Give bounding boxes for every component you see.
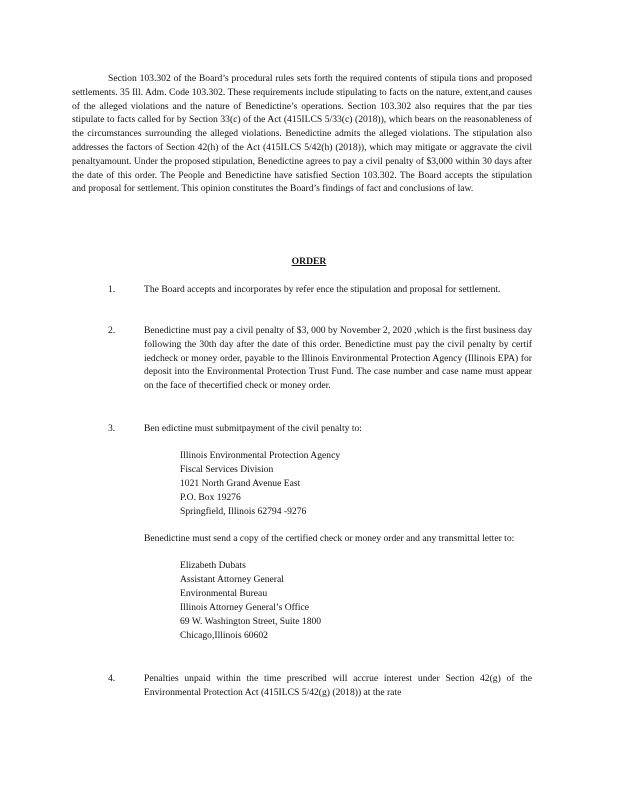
item-text: Ben edictine must submitpayment of the civil penalty to: bbox=[144, 423, 362, 434]
address-line: Assistant Attorney General bbox=[180, 573, 284, 585]
order-item-1 bbox=[72, 283, 532, 297]
order-item-2 bbox=[72, 324, 532, 393]
order-heading: ORDER bbox=[291, 256, 327, 267]
address-line: 69 W. Washington Street, Suite 1800 bbox=[180, 615, 322, 627]
address-line: Elizabeth Dubats bbox=[180, 559, 246, 571]
item-text: Penalties unpaid within the time prescribed will accrue interest under Section 42(g) of the Environmental Protection Act (415ILCS 5/42(g) (2018)) at the rate bbox=[144, 673, 532, 698]
address-line: Illinois Attorney General’s Office bbox=[180, 601, 310, 613]
item-number: 1. bbox=[108, 284, 116, 295]
order-item-3 bbox=[72, 422, 532, 643]
address-line: Fiscal Services Division bbox=[180, 463, 274, 475]
payment-address bbox=[180, 449, 532, 519]
address-line: P.O. Box 19276 bbox=[180, 491, 241, 503]
intro-paragraph: Section 103.302 of the Board’s procedural rules sets forth the required contents of stipula tions and proposed settlements. 35 Ill. Adm. Code 103.302. These requirements include stipulating to facts on the nature, extent,and causes of the alleged violations and the nature of Benedictine’s operations. Section 103.302 also requires that the par ties stipulate to facts called for by Section 33(c) of the Act (415ILCS 5/33(c) (2018)), which bears on the reasonableness of the circumstances surrounding the alleged violations. Benedictine admits the alleged violations. The stipulation also addresses the factors of Section 42(h) of the Act (415ILCS 5/42(h) (2018)), which may mitigate or aggravate the civil penaltyamount. Under the proposed stipulation, Benedictine agrees to pay a civil penalty of $3,000 within 30 days after the date of this order. The People and Benedictine have satisfied Section 103.302. The Board accepts the stipulation and proposal for settlement. This opinion constitutes the Board’s findings of fact and conclusions of law. bbox=[72, 73, 532, 195]
address-line: Springfield, Illinois 62794 -9276 bbox=[180, 505, 307, 517]
copy-address bbox=[180, 559, 532, 643]
order-item-4 bbox=[72, 672, 532, 700]
item-text-secondary: Benedictine must send a copy of the certified check or money order and any transmittal letter to: bbox=[144, 532, 515, 544]
address-line: Chicago,Illinois 60602 bbox=[180, 629, 268, 641]
item-text: The Board accepts and incorporates by refer ence the stipulation and proposal for settlement. bbox=[144, 284, 501, 295]
item-number: 2. bbox=[108, 325, 116, 336]
item-text: Benedictine must pay a civil penalty of $3, 000 by November 2, 2020 ,which is the first business day following the 30th day after the date of this order. Benedictine must pay the civil penalty by certif iedcheck or money order, payable to the Illinois Environmental Protection Agency (Illinois EPA) for deposit into the Environmental Protection Trust Fund. The case number and case name must appear on the face of thecertified check or money order. bbox=[144, 325, 532, 392]
address-line: Illinois Environmental Protection Agency bbox=[180, 449, 341, 461]
item-number: 4. bbox=[108, 673, 116, 684]
address-line: 1021 North Grand Avenue East bbox=[180, 477, 301, 489]
item-number: 3. bbox=[108, 423, 116, 434]
address-line: Environmental Bureau bbox=[180, 587, 268, 599]
